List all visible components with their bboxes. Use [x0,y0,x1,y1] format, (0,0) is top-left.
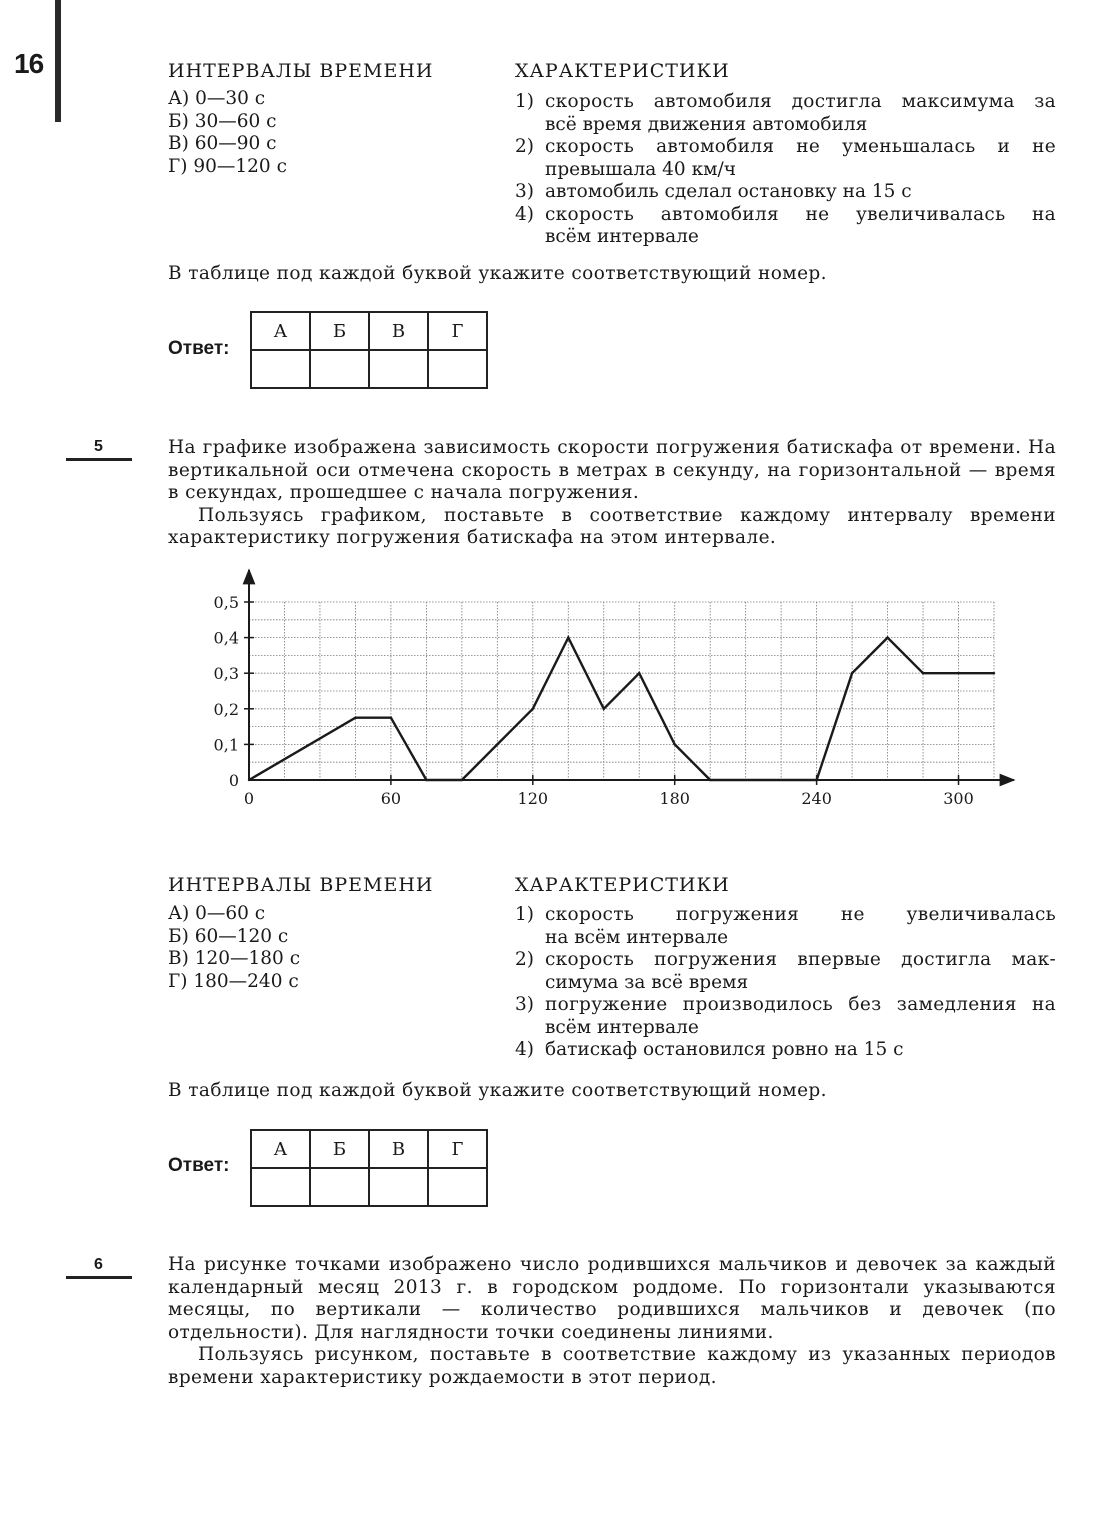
intervals-heading: ИНТЕРВАЛЫ ВРЕМЕНИ [168,874,434,896]
x-tick-label: 0 [243,789,255,808]
characteristic-item: 2) скорость погружения впервые достигла мак- симума за всё время [515,949,1056,993]
characteristics-list [515,91,1056,249]
answer-instruction: В таблице под каждой буквой укажите соответствующий номер. [168,1080,827,1101]
data-point [532,708,534,710]
data-point [922,672,924,674]
page-number: 16 [14,48,44,79]
interval-item: Г) 90—120 с [168,155,287,177]
x-tick-label: 120 [517,789,549,808]
interval-item: Б) 30—60 с [168,110,277,132]
answer-letter: Г [428,1130,487,1168]
task-number: 6 [94,1256,103,1273]
interval-item: В) 120—180 с [168,948,301,969]
task5-text [168,437,1056,550]
task-number-rule [66,1276,132,1279]
chart-tick-labels [214,593,974,808]
data-point [957,672,959,674]
y-tick-label: 0,5 [213,593,239,612]
answer-label: Ответ: [168,338,230,359]
y-tick-label: 0,1 [213,735,239,755]
interval-item: В) 60—90 с [168,133,277,154]
y-tick-label: 0,3 [213,664,239,684]
answer-cell[interactable] [251,350,310,388]
answer-instruction: В таблице под каждой буквой укажите соответствующий номер. [168,263,827,284]
task-number-rule [66,458,132,461]
answer-cell[interactable] [428,350,487,388]
velocity-chart [195,560,1035,816]
task5-paragraph-1: На графике изображена зависимость скорости погружения батискафа от времени. На вертикальной оси отмечена скорость в метрах в секунду, на горизонтальной — время в секундах, прошедшее с начала погружения. [168,437,1056,503]
y-tick-label: 0,2 [213,699,239,719]
data-point [709,779,711,781]
task6-paragraph-2: Пользуясь рисунком, поставьте в соответствие каждому из указанных периодов времени характеристику рождаемости в этот период. [168,1344,1056,1388]
x-tick-label: 300 [943,789,974,808]
answer-letter: В [369,1130,428,1168]
interval-item: Б) 60—120 с [168,925,289,947]
answer-table [250,1129,488,1207]
data-point [603,708,605,710]
data-point [354,717,356,719]
answer-cell[interactable] [310,350,369,388]
data-point [461,779,463,781]
characteristic-item: 1) скорость погружения не увеличивалась на всём интервале [515,904,1056,948]
page-margin-bar [55,0,61,122]
data-point [815,779,817,781]
answer-letter: А [251,312,310,350]
data-point [674,743,676,745]
answer-cell[interactable] [310,1168,369,1206]
answer-letter: Г [428,312,487,350]
data-point [567,636,569,638]
x-tick-label: 60 [380,789,402,808]
intervals-list [168,88,287,178]
task-number: 5 [94,438,103,455]
characteristic-item: 3) автомобиль сделал остановку на 15 с [515,181,912,202]
task5-paragraph-2: Пользуясь графиком, поставьте в соответствие каждому интервалу времени характеристику погружения батискафа на этом интервале. [168,504,1056,548]
data-point [390,717,392,719]
x-tick-label: 180 [659,789,690,808]
task6-paragraph-1: На рисунке точками изображено число родившихся мальчиков и девочек за каждый календарный месяц 2013 г. в городском роддоме. По горизонтали указываются месяцы, по вертикали — количество родившихся мальчиков и девочек (по отдельности). Для наглядности точки соединены линиями. [168,1254,1056,1343]
answer-label: Ответ: [168,1155,230,1176]
data-point [851,672,853,674]
answer-cell[interactable] [369,350,428,388]
task6-text [168,1254,1056,1389]
data-point [638,672,640,674]
characteristics-heading: ХАРАКТЕРИСТИКИ [515,874,730,896]
interval-item: А) 0—30 с [168,88,266,109]
intervals-heading: ИНТЕРВАЛЫ ВРЕМЕНИ [168,60,434,82]
interval-item: А) 0—60 с [168,903,266,924]
x-tick-label: 240 [801,789,832,808]
characteristic-item: 4) батискаф остановился ровно на 15 с [515,1039,904,1060]
answer-cell[interactable] [251,1168,310,1206]
answer-letter: Б [310,312,369,350]
y-tick-label: 0 [228,771,239,790]
characteristic-item: 1) скорость автомобиля достигла максимума за всё время движения автомобиля [515,91,1056,135]
data-point [993,672,995,674]
data-point [248,779,250,781]
data-point [425,779,427,781]
data-point [496,743,498,745]
characteristic-item: 2) скорость автомобиля не уменьшалась и не превышала 40 км/ч [515,136,1056,180]
y-tick-label: 0,4 [213,628,239,648]
characteristics-list [515,904,1056,1062]
characteristic-item: 3) погружение производилось без замедления на всём интервале [515,994,1056,1038]
answer-table [250,311,488,389]
answer-letter: В [369,312,428,350]
answer-letter: Б [310,1130,369,1168]
answer-cell[interactable] [428,1168,487,1206]
characteristics-heading: ХАРАКТЕРИСТИКИ [515,60,730,82]
data-point [886,636,888,638]
answer-letter: А [251,1130,310,1168]
characteristic-item: 4) скорость автомобиля не увеличивалась на всём интервале [515,203,1056,247]
intervals-list [168,903,300,993]
interval-item: Г) 180—240 с [168,970,299,992]
answer-cell[interactable] [369,1168,428,1206]
